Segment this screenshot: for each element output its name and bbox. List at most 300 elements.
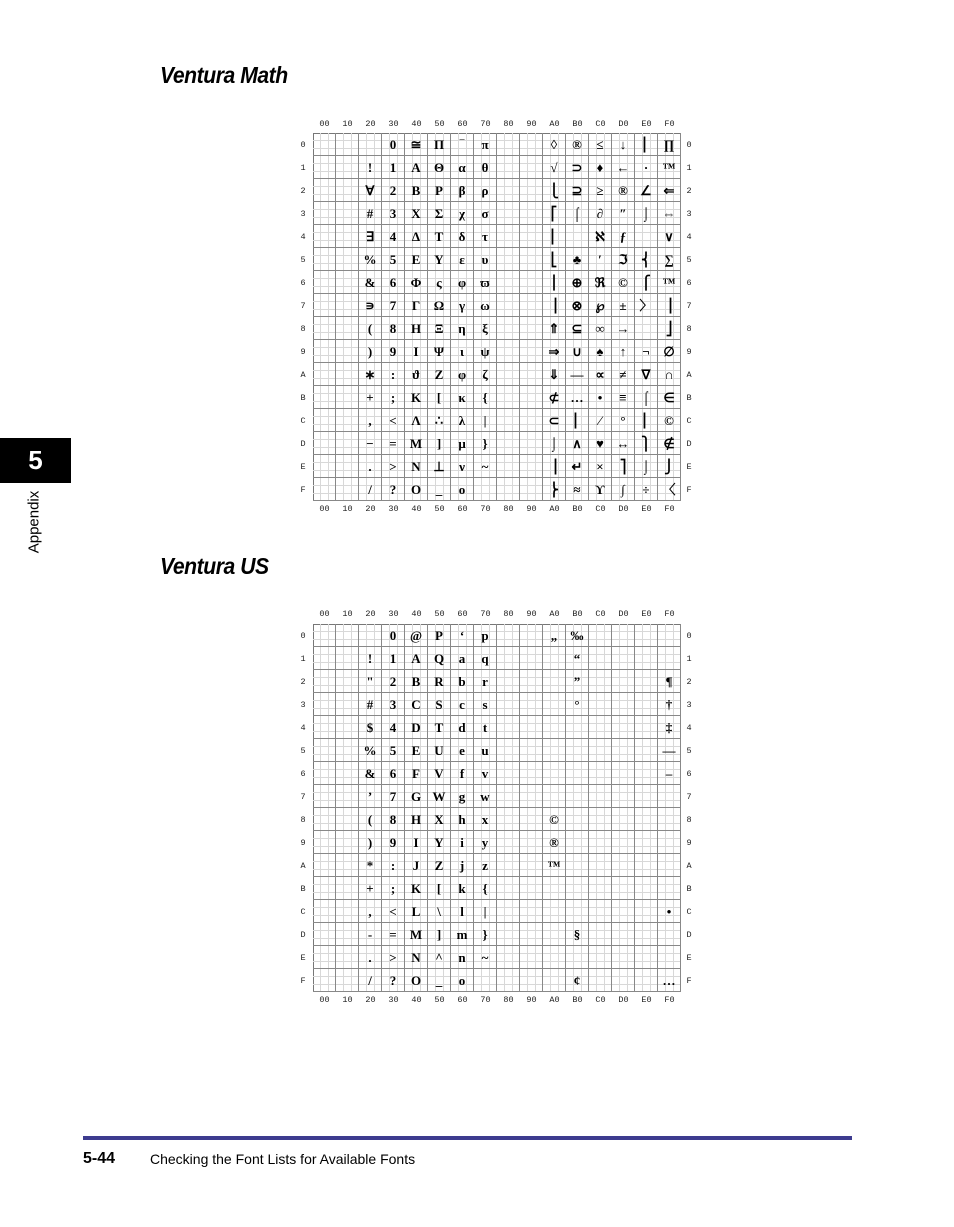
column-header: 10 (342, 119, 353, 129)
row-header: 6 (686, 278, 692, 288)
char-cell: ) (359, 831, 382, 854)
char-cell (520, 647, 543, 670)
char-cell: ℑ (612, 248, 635, 271)
char-grid (313, 133, 681, 501)
row-header: 2 (300, 677, 306, 687)
char-cell (520, 831, 543, 854)
char-cell: Θ (428, 156, 451, 179)
char-cell: ∧ (566, 432, 589, 455)
char-cell: Λ (405, 409, 428, 432)
char-cell (589, 946, 612, 969)
char-cell (497, 739, 520, 762)
row-header: 5 (300, 255, 306, 265)
char-cell: ≡ (612, 386, 635, 409)
column-header: 60 (457, 609, 468, 619)
char-cell: ƒ (612, 225, 635, 248)
char-cell (589, 831, 612, 854)
char-cell: h (451, 808, 474, 831)
char-cell (520, 624, 543, 647)
char-cell (336, 202, 359, 225)
char-cell: ϑ (405, 363, 428, 386)
char-cell (313, 248, 336, 271)
char-cell: H (405, 808, 428, 831)
char-cell (497, 432, 520, 455)
row-header: A (300, 370, 306, 380)
char-cell: 5 (382, 739, 405, 762)
char-cell: Ρ (428, 179, 451, 202)
row-header: 3 (300, 209, 306, 219)
char-cell: ≈ (566, 478, 589, 501)
char-cell: i (451, 831, 474, 854)
char-cell: ⎫ (635, 432, 658, 455)
char-cell (520, 785, 543, 808)
char-cell (520, 340, 543, 363)
footer-page-number: 5-44 (83, 1150, 116, 1167)
char-cell: ♣ (566, 248, 589, 271)
char-cell: „ (543, 624, 566, 647)
char-cell: ⇒ (543, 340, 566, 363)
column-header: F0 (664, 609, 675, 619)
char-cell (635, 670, 658, 693)
char-cell (313, 317, 336, 340)
char-cell: v (474, 762, 497, 785)
char-cell: ∫ (612, 478, 635, 501)
char-cell (635, 762, 658, 785)
char-cell: × (589, 455, 612, 478)
char-cell: Ζ (428, 363, 451, 386)
column-header: 70 (480, 995, 491, 1005)
char-cell: ; (382, 386, 405, 409)
char-cell (313, 647, 336, 670)
char-cell: M (405, 923, 428, 946)
char-cell: ‡ (658, 716, 681, 739)
char-cell: ♥ (589, 432, 612, 455)
char-cell: — (566, 363, 589, 386)
char-cell: Γ (405, 294, 428, 317)
char-cell: ∏ (658, 133, 681, 156)
char-cell: ψ (474, 340, 497, 363)
char-cell: ℵ (589, 225, 612, 248)
char-cell (313, 785, 336, 808)
char-cell: L (405, 900, 428, 923)
char-cell: ⎢ (566, 409, 589, 432)
column-header: 00 (319, 609, 330, 619)
char-cell: % (359, 248, 382, 271)
char-cell: x (474, 808, 497, 831)
char-cell (612, 739, 635, 762)
char-cell (543, 670, 566, 693)
char-cell: ′ (589, 248, 612, 271)
char-cell: … (658, 969, 681, 992)
char-cell (543, 923, 566, 946)
char-cell (589, 762, 612, 785)
char-cell: | (474, 900, 497, 923)
column-header: C0 (595, 119, 606, 129)
char-cell: B (405, 670, 428, 693)
char-cell: ™ (543, 854, 566, 877)
row-header: C (686, 907, 692, 917)
char-cell (543, 739, 566, 762)
char-cell: a (451, 647, 474, 670)
char-cell (520, 693, 543, 716)
char-cell (635, 716, 658, 739)
row-header: 4 (300, 232, 306, 242)
row-header: 7 (686, 792, 692, 802)
char-cell: P (428, 624, 451, 647)
char-cell: Z (428, 854, 451, 877)
char-cell (589, 647, 612, 670)
row-header: 6 (300, 769, 306, 779)
char-cell (635, 969, 658, 992)
char-cell: ‰ (566, 624, 589, 647)
char-cell: k (451, 877, 474, 900)
char-cell: / (359, 969, 382, 992)
row-header: 5 (300, 746, 306, 756)
column-header: D0 (618, 119, 629, 129)
char-cell (566, 854, 589, 877)
char-cell: 9 (382, 340, 405, 363)
char-cell: ® (566, 133, 589, 156)
column-header: 70 (480, 504, 491, 514)
char-cell (612, 946, 635, 969)
char-cell (589, 624, 612, 647)
char-cell (313, 156, 336, 179)
row-header: D (686, 439, 692, 449)
row-header: F (300, 976, 306, 986)
char-cell: Π (428, 133, 451, 156)
char-cell (520, 133, 543, 156)
char-cell: ◊ (543, 133, 566, 156)
column-header: 40 (411, 119, 422, 129)
char-cell (520, 202, 543, 225)
row-header: 6 (300, 278, 306, 288)
char-cell: Ν (405, 455, 428, 478)
char-cell: η (451, 317, 474, 340)
char-cell (520, 294, 543, 317)
char-cell: c (451, 693, 474, 716)
char-cell (635, 923, 658, 946)
char-cell: t (474, 716, 497, 739)
char-cell: ξ (474, 317, 497, 340)
char-cell: X (428, 808, 451, 831)
char-cell (520, 409, 543, 432)
char-cell: § (566, 923, 589, 946)
char-cell: © (543, 808, 566, 831)
char-cell: 6 (382, 271, 405, 294)
row-header: 9 (686, 347, 692, 357)
char-cell: λ (451, 409, 474, 432)
char-cell: / (359, 478, 382, 501)
row-header: F (300, 485, 306, 495)
char-cell: ° (566, 693, 589, 716)
char-cell (336, 716, 359, 739)
char-cell: w (474, 785, 497, 808)
char-cell: ↵ (566, 455, 589, 478)
column-header: E0 (641, 119, 652, 129)
char-cell (497, 455, 520, 478)
char-cell: ℘ (589, 294, 612, 317)
char-cell: S (428, 693, 451, 716)
column-header: 10 (342, 504, 353, 514)
char-cell: ⎜ (635, 133, 658, 156)
char-cell (635, 785, 658, 808)
char-cell: † (658, 693, 681, 716)
char-cell (313, 225, 336, 248)
char-cell: 2 (382, 670, 405, 693)
char-cell: f (451, 762, 474, 785)
char-cell (543, 693, 566, 716)
char-cell (497, 409, 520, 432)
char-cell: ] (428, 923, 451, 946)
char-cell: σ (474, 202, 497, 225)
row-header: E (300, 953, 306, 963)
column-header: A0 (549, 504, 560, 514)
char-cell: _ (428, 969, 451, 992)
char-cell (474, 478, 497, 501)
column-header: 80 (503, 995, 514, 1005)
char-cell: ” (566, 670, 589, 693)
char-cell: δ (451, 225, 474, 248)
char-cell (336, 156, 359, 179)
char-cell: 6 (382, 762, 405, 785)
row-header: A (686, 370, 692, 380)
char-cell (359, 624, 382, 647)
char-cell (520, 432, 543, 455)
char-cell: ≥ (589, 179, 612, 202)
char-cell (589, 739, 612, 762)
char-cell: y (474, 831, 497, 854)
char-cell (497, 670, 520, 693)
char-cell: } (474, 432, 497, 455)
char-cell (336, 923, 359, 946)
char-cell (520, 179, 543, 202)
row-header: E (300, 462, 306, 472)
char-cell: ° (612, 409, 635, 432)
char-cell: b (451, 670, 474, 693)
char-cell (635, 225, 658, 248)
char-cell: ⎢ (635, 409, 658, 432)
column-header: 60 (457, 119, 468, 129)
char-cell: | (474, 409, 497, 432)
char-cell: o (451, 969, 474, 992)
char-cell: 0 (382, 133, 405, 156)
char-cell: © (612, 271, 635, 294)
char-cell: ⎟ (543, 455, 566, 478)
char-cell: ⎤ (612, 455, 635, 478)
char-cell (313, 716, 336, 739)
char-cell (497, 900, 520, 923)
char-cell: - (359, 923, 382, 946)
column-header: 30 (388, 119, 399, 129)
char-cell (336, 946, 359, 969)
row-header: 8 (300, 324, 306, 334)
char-cell: ν (451, 455, 474, 478)
char-cell: ⌡ (635, 202, 658, 225)
char-cell (612, 693, 635, 716)
column-header: 90 (526, 995, 537, 1005)
char-cell: ← (612, 156, 635, 179)
column-header: 10 (342, 609, 353, 619)
char-cell (336, 808, 359, 831)
char-cell: Q (428, 647, 451, 670)
char-cell: ; (382, 877, 405, 900)
char-cell: γ (451, 294, 474, 317)
char-grid (313, 624, 681, 992)
row-header: 2 (686, 677, 692, 687)
char-cell: φ (451, 271, 474, 294)
char-cell: ) (359, 340, 382, 363)
column-header: F0 (664, 504, 675, 514)
char-cell: ↑ (612, 340, 635, 363)
char-cell (313, 340, 336, 363)
char-cell (612, 831, 635, 854)
char-cell: # (359, 202, 382, 225)
char-cell: R (428, 670, 451, 693)
char-cell (566, 877, 589, 900)
char-cell: ι (451, 340, 474, 363)
row-header: 1 (686, 163, 692, 173)
row-header: 0 (686, 140, 692, 150)
char-cell: z (474, 854, 497, 877)
char-cell (589, 877, 612, 900)
char-cell: l (451, 900, 474, 923)
char-cell (520, 156, 543, 179)
row-header: 1 (686, 654, 692, 664)
char-cell (520, 808, 543, 831)
column-header: 60 (457, 504, 468, 514)
column-header: E0 (641, 995, 652, 1005)
chapter-tab: 5 (0, 438, 71, 483)
char-cell: ⊄ (543, 386, 566, 409)
char-cell: ⎪ (543, 271, 566, 294)
char-cell (313, 294, 336, 317)
footer-rule (83, 1136, 852, 1140)
row-header: 0 (300, 631, 306, 641)
char-cell: ¢ (566, 969, 589, 992)
char-cell (313, 762, 336, 785)
char-cell: ∝ (589, 363, 612, 386)
char-cell: ∇ (635, 363, 658, 386)
char-cell: 0 (382, 624, 405, 647)
char-cell: 9 (382, 831, 405, 854)
char-cell: ρ (474, 179, 497, 202)
char-cell: Ο (405, 478, 428, 501)
row-header: F (686, 485, 692, 495)
column-header: D0 (618, 504, 629, 514)
column-header: 50 (434, 609, 445, 619)
char-cell: Ι (405, 340, 428, 363)
char-cell: ω (474, 294, 497, 317)
char-cell: K (405, 877, 428, 900)
char-cell: g (451, 785, 474, 808)
char-cell (520, 923, 543, 946)
char-cell: I (405, 831, 428, 854)
char-cell (336, 877, 359, 900)
row-header: E (686, 462, 692, 472)
column-header: D0 (618, 995, 629, 1005)
char-cell: μ (451, 432, 474, 455)
char-cell (497, 225, 520, 248)
column-header: E0 (641, 504, 652, 514)
char-cell (520, 739, 543, 762)
column-header: 80 (503, 504, 514, 514)
char-cell (520, 946, 543, 969)
char-cell: · (635, 156, 658, 179)
char-cell (566, 946, 589, 969)
char-cell: ϖ (474, 271, 497, 294)
char-cell (336, 386, 359, 409)
char-cell: $ (359, 716, 382, 739)
char-cell (497, 946, 520, 969)
column-header: 50 (434, 119, 445, 129)
column-header: A0 (549, 609, 560, 619)
char-cell: ‾ (451, 133, 474, 156)
char-cell (589, 670, 612, 693)
row-header: 1 (300, 654, 306, 664)
char-cell (635, 647, 658, 670)
column-header: 80 (503, 609, 514, 619)
char-cell: A (405, 647, 428, 670)
column-header: 40 (411, 995, 422, 1005)
char-cell (520, 969, 543, 992)
column-header: 00 (319, 504, 330, 514)
char-cell: ™ (658, 271, 681, 294)
char-cell (336, 969, 359, 992)
char-cell: → (612, 317, 635, 340)
char-cell: , (359, 900, 382, 923)
char-cell: ⎭ (658, 455, 681, 478)
row-header: B (300, 393, 306, 403)
column-header: 30 (388, 504, 399, 514)
char-cell: [ (428, 877, 451, 900)
char-cell (658, 647, 681, 670)
char-cell (336, 670, 359, 693)
char-cell: 7 (382, 785, 405, 808)
char-cell: 5 (382, 248, 405, 271)
char-cell: ⌡ (543, 432, 566, 455)
char-cell (336, 785, 359, 808)
char-cell (566, 716, 589, 739)
char-cell (336, 317, 359, 340)
char-cell: Τ (428, 225, 451, 248)
char-cell (336, 478, 359, 501)
char-cell (612, 969, 635, 992)
row-header: 2 (686, 186, 692, 196)
char-cell (313, 923, 336, 946)
char-cell (520, 716, 543, 739)
column-header: B0 (572, 504, 583, 514)
row-header: D (300, 439, 306, 449)
char-cell: m (451, 923, 474, 946)
char-cell: Ψ (428, 340, 451, 363)
char-cell: s (474, 693, 497, 716)
row-header: C (300, 416, 306, 426)
char-cell (589, 716, 612, 739)
char-cell (497, 923, 520, 946)
column-header: C0 (595, 504, 606, 514)
char-cell: \ (428, 900, 451, 923)
column-header: 20 (365, 119, 376, 129)
char-cell: Ω (428, 294, 451, 317)
char-cell (497, 877, 520, 900)
char-cell (497, 854, 520, 877)
char-cell (520, 455, 543, 478)
char-cell (520, 900, 543, 923)
char-cell (336, 854, 359, 877)
char-cell (658, 808, 681, 831)
char-cell (635, 946, 658, 969)
table-title-ventura-math: Ventura Math (160, 62, 288, 88)
